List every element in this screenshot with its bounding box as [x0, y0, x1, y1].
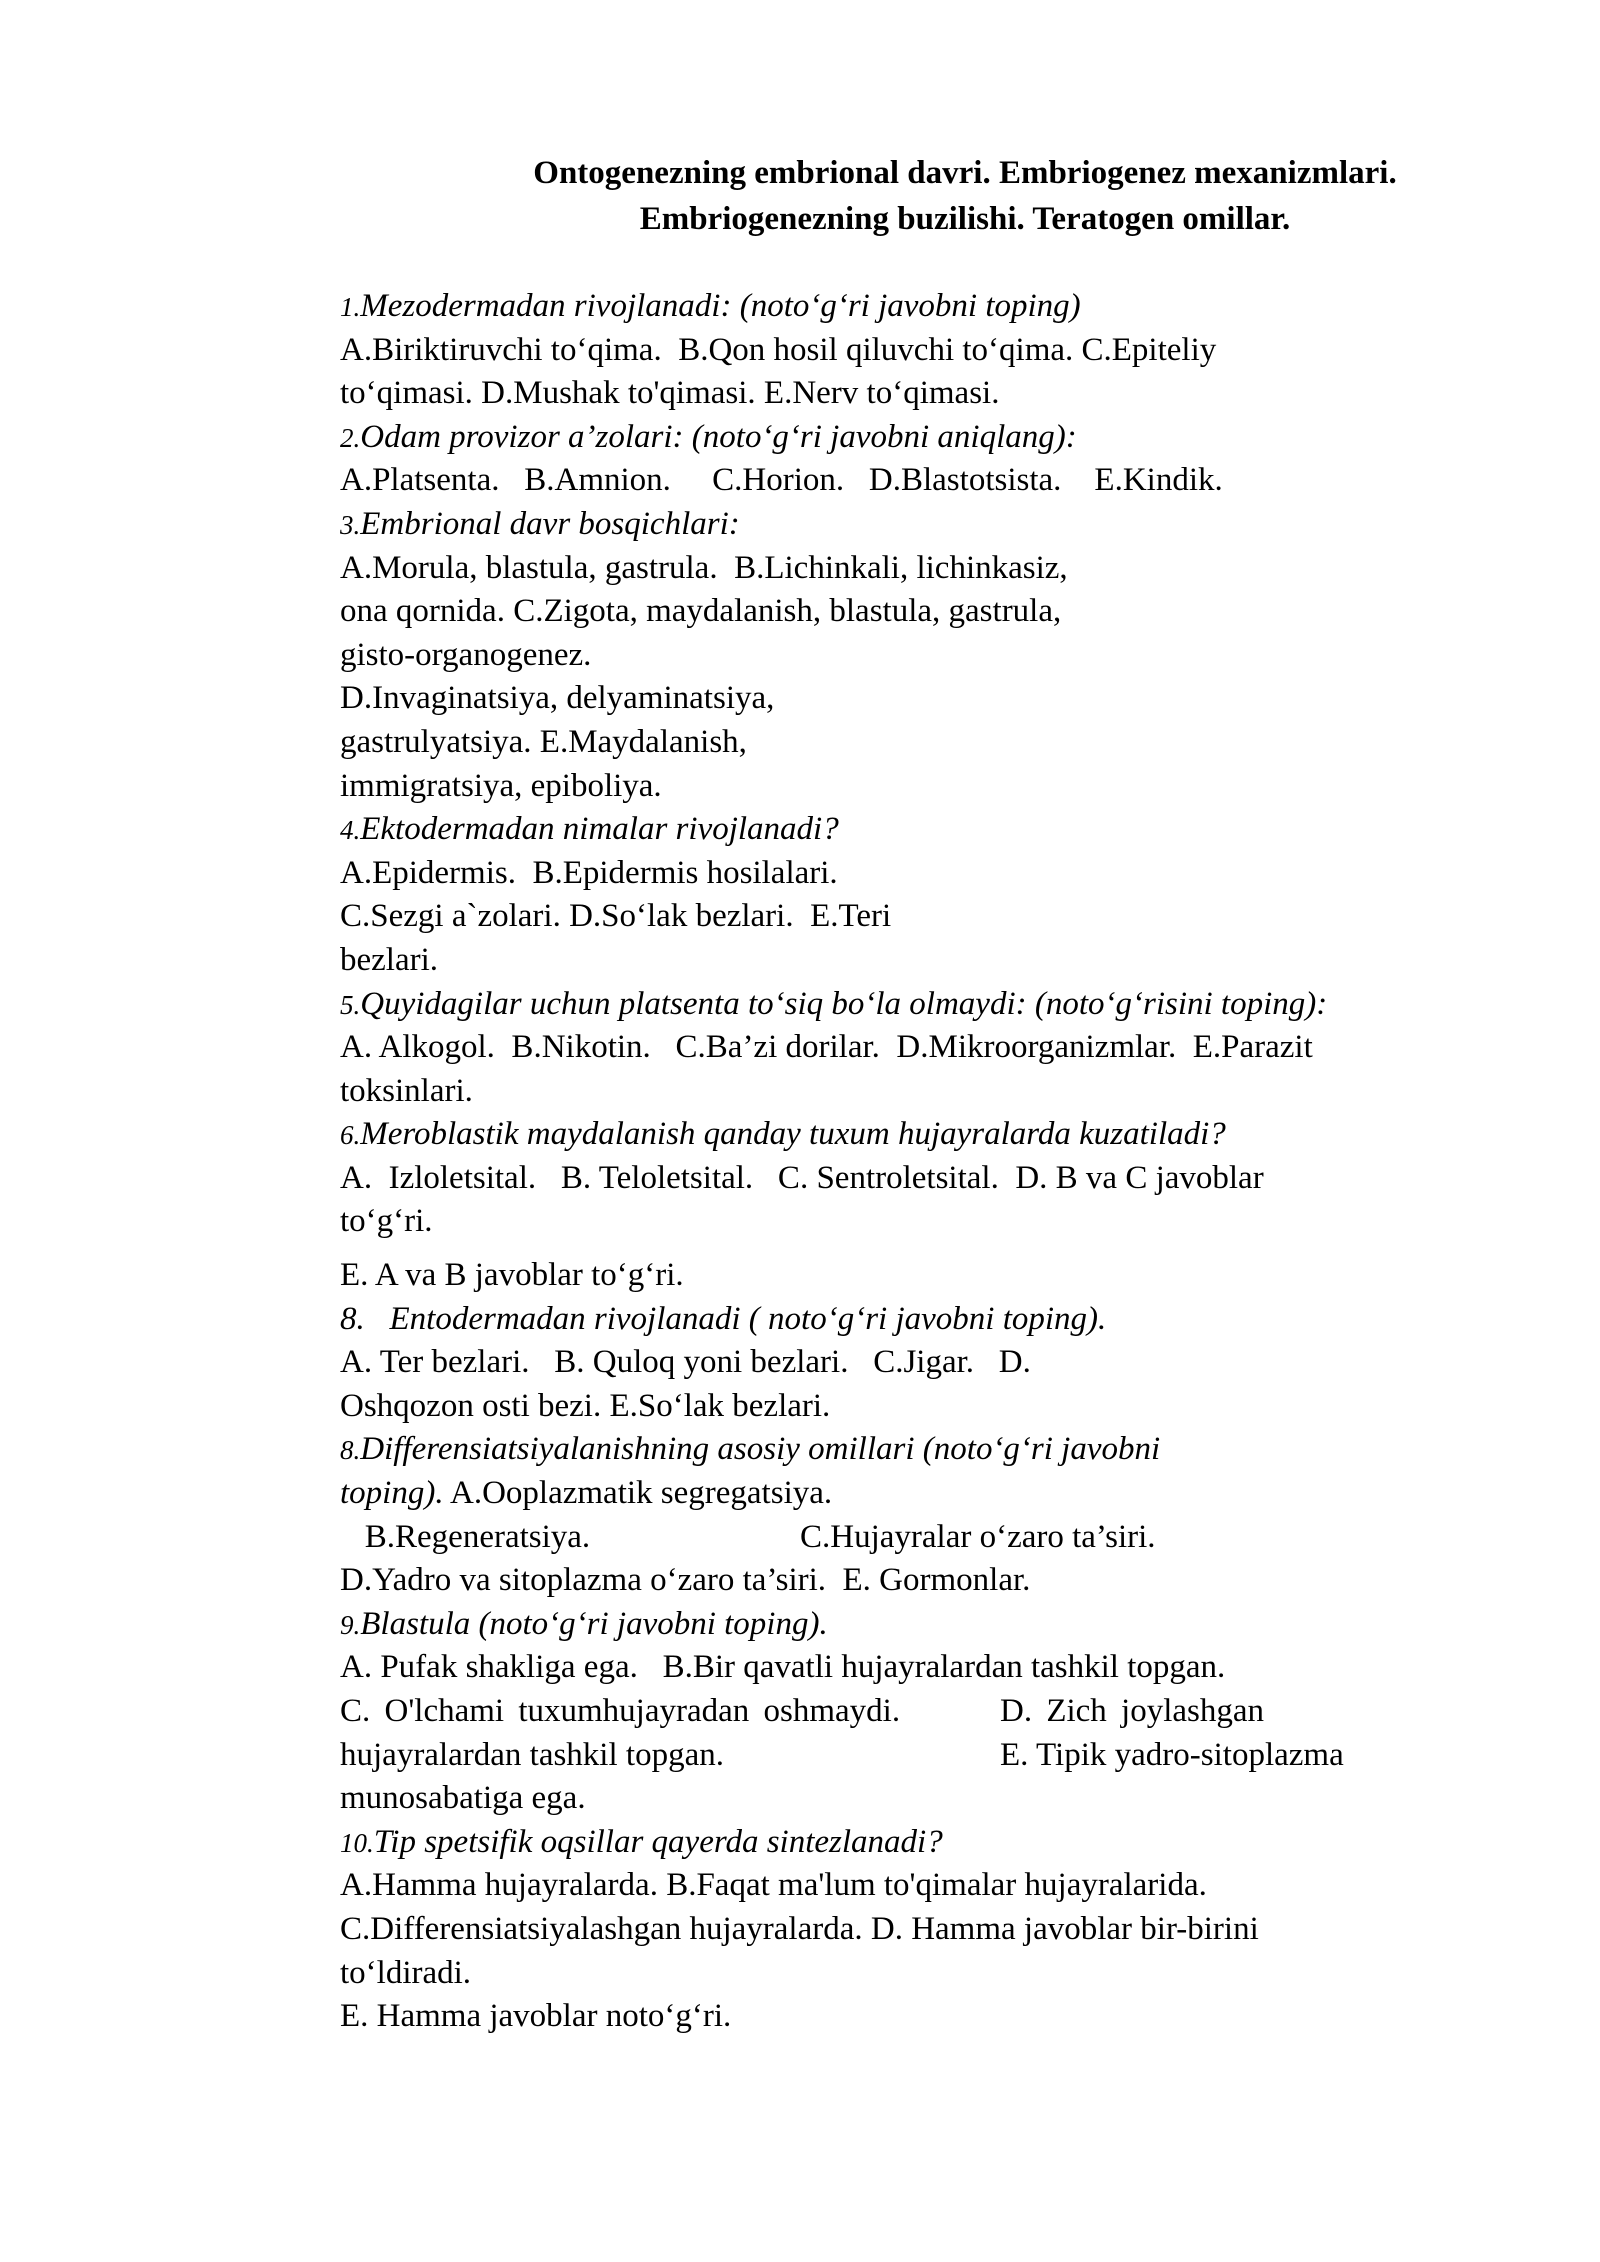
- question-text: 10.Tip spetsifik oqsillar qayerda sintezlanadi?: [340, 1823, 943, 1860]
- question-text: 1.Mezodermadan rivojlanadi: (noto‘g‘ri javobni toping): [340, 288, 1081, 324]
- answer-line: bezlari.: [340, 941, 439, 978]
- answer-line: D.Yadro va sitoplazma o‘zaro ta’siri. E. Gormonlar.: [340, 1562, 1031, 1599]
- answer-line: E. Hamma javoblar noto‘g‘ri.: [340, 1998, 732, 2035]
- question-8a: [340, 1298, 1470, 1429]
- title-line-1: Ontogenezning embrional davri. Embriogenez mexanizmlari.: [533, 155, 1397, 191]
- answer-line: C. O'lchami tuxumhujayradan oshmaydi. D. Zich joylashgan: [340, 1693, 1265, 1729]
- question-text: 2.Odam provizor a’zolari: (noto‘g‘ri javobni aniqlang):: [340, 418, 1077, 455]
- answer-line: ona qornida. C.Zigota, maydalanish, blastula, gastrula,: [340, 593, 1062, 630]
- answer-line: A.Hamma hujayralarda. B.Faqat ma'lum to'qimalar hujayralarida.: [340, 1867, 1207, 1904]
- question-text: 8. Entodermadan rivojlanadi ( noto‘g‘ri javobni toping).: [340, 1300, 1107, 1337]
- question-10: [340, 1821, 1470, 2039]
- answer-line: C.Differensiatsiyalashgan hujayralarda. D. Hamma javoblar bir-birini: [340, 1910, 1259, 1947]
- question-1: [340, 285, 1470, 416]
- question-5: [340, 983, 1470, 1114]
- answer-line: A. Izloletsital. B. Teloletsital. C. Sentroletsital. D. B va C javoblar: [340, 1159, 1264, 1196]
- answer-line: gisto-organogenez.: [340, 636, 592, 673]
- question-8b: [340, 1428, 1470, 1602]
- question-text: 4.Ektodermadan nimalar rivojlanadi?: [340, 811, 839, 848]
- question-text: 9.Blastula (noto‘g‘ri javobni toping).: [340, 1605, 828, 1642]
- answer-line: A.Epidermis. B.Epidermis hosilalari.: [340, 854, 838, 891]
- answer-line: immigratsiya, epiboliya.: [340, 767, 662, 804]
- answer-line: D.Invaginatsiya, delyaminatsiya,: [340, 680, 775, 717]
- answer-line: A.Biriktiruvchi to‘qima. B.Qon hosil qiluvchi to‘qima. C.Epiteliy: [340, 331, 1217, 368]
- question-text: 6.Meroblastik maydalanish qanday tuxum hujayralarda kuzatiladi?: [340, 1116, 1226, 1153]
- title-line-2: Embriogenezning buzilishi. Teratogen omillar.: [639, 201, 1291, 237]
- question-list: [340, 285, 1470, 2039]
- answer-line: toksinlari.: [340, 1072, 473, 1109]
- answer-line: gastrulyatsiya. E.Maydalanish,: [340, 723, 747, 760]
- question-text: 3.Embrional davr bosqichlari:: [340, 505, 740, 542]
- answer-line: A.Morula, blastula, gastrula. B.Lichinkali, lichinkasiz,: [340, 549, 1068, 586]
- answer-line: E. A va B javoblar to‘g‘ri.: [340, 1257, 684, 1294]
- question-3: [340, 503, 1470, 808]
- answer-line: to‘ldiradi.: [340, 1954, 472, 1991]
- answer-line: A.Platsenta. B.Amnion. C.Horion. D.Blastotsista. E.Kindik.: [340, 462, 1223, 499]
- answer-line: A. Ter bezlari. B. Quloq yoni bezlari. C.Jigar. D.: [340, 1344, 1031, 1381]
- answer-line: Oshqozon osti bezi. E.So‘lak bezlari.: [340, 1387, 831, 1424]
- answer-line: C.Sezgi a`zolari. D.So‘lak bezlari. E.Teri: [340, 898, 892, 935]
- answer-line: to‘g‘ri.: [340, 1203, 433, 1240]
- question-2: [340, 416, 1470, 503]
- page-title: [340, 150, 1590, 242]
- answer-line: B.Regeneratsiya. C.Hujayralar o‘zaro ta’siri.: [340, 1518, 1156, 1555]
- answer-line: A. Alkogol. B.Nikotin. C.Ba’zi dorilar. D.Mikroorganizmlar. E.Parazit: [340, 1029, 1313, 1066]
- question-6: [340, 1113, 1470, 1297]
- question-4: [340, 808, 1470, 982]
- answer-line: A. Pufak shakliga ega. B.Bir qavatli hujayralardan tashkil topgan.: [340, 1649, 1226, 1686]
- answer-line: to‘qimasi. D.Mushak to'qimasi. E.Nerv to‘qimasi.: [340, 375, 1000, 412]
- question-text-continued: toping). A.Ooplazmatik segregatsiya.: [340, 1475, 833, 1512]
- question-9: [340, 1603, 1470, 1821]
- question-text: 8.Differensiatsiyalanishning asosiy omillari (noto‘g‘ri javobni: [340, 1431, 1161, 1468]
- answer-line: munosabatiga ega.: [340, 1780, 586, 1817]
- question-text: 5.Quyidagilar uchun platsenta to‘siq bo‘la olmaydi: (noto‘g‘risini toping):: [340, 985, 1328, 1022]
- answer-line: hujayralardan tashkil topgan. E. Tipik yadro-sitoplazma: [340, 1736, 1344, 1773]
